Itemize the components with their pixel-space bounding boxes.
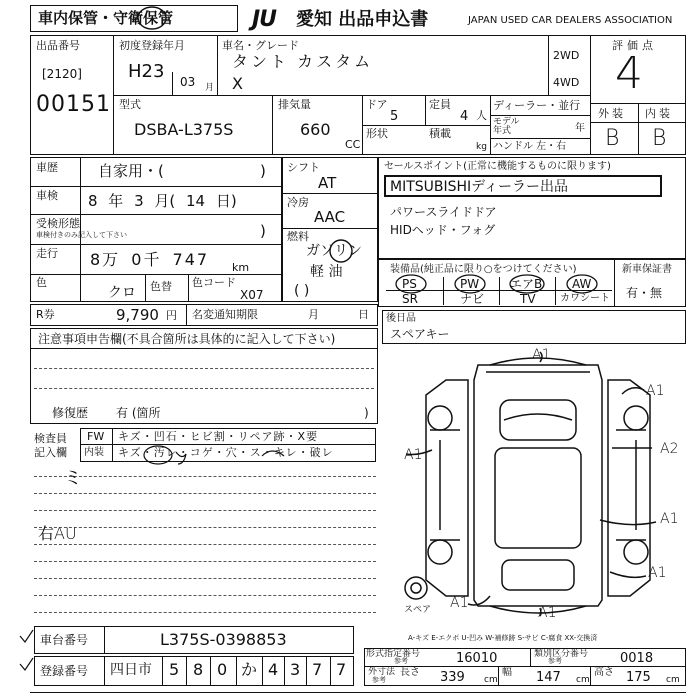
fw-label: FW xyxy=(87,430,105,443)
equip-sr: SR xyxy=(402,292,418,306)
equipment-label: 装備品(純正品に限り○をつけてください) xyxy=(390,264,577,275)
fuel-gasoline: ガソリン xyxy=(306,243,362,259)
type-value: 16010 xyxy=(456,651,498,666)
interior-check-label: 内装 xyxy=(84,447,104,458)
repair-value: 有 (箇所 xyxy=(116,406,161,420)
car-grade: X xyxy=(232,74,243,93)
damage-mark-right-mid: A2 xyxy=(660,441,679,457)
notes-label: 注意事項申告欄(不具合箇所は具体的に記入して下さい) xyxy=(38,332,336,346)
warranty-label: 新車保証書 xyxy=(622,264,672,275)
damage-mark-right-side: A1 xyxy=(660,511,679,527)
interior-items: キズ・汚レ・コゲ・穴・ス・キレ・破レ xyxy=(118,446,334,459)
load-unit: kg xyxy=(476,142,487,152)
cc-label: 排気量 xyxy=(278,98,311,111)
class-label: 類別区分番号 xyxy=(534,649,589,659)
damage-mark-front: A1 xyxy=(532,347,551,363)
height-value: 175 xyxy=(626,670,651,685)
color-code-value: X07 xyxy=(240,288,264,302)
damage-mark-rear: A1 xyxy=(538,605,557,621)
chassis-label: 車台番号 xyxy=(40,633,89,647)
color-label: 色 xyxy=(36,276,47,289)
association-name: JAPAN USED CAR DEALERS ASSOCIATION xyxy=(468,15,673,26)
plate-num-2: 3 xyxy=(290,660,301,679)
recycle-value: 9,790 xyxy=(116,306,159,324)
equip-aw: AW xyxy=(572,277,592,291)
height-unit: cm xyxy=(666,675,680,685)
inspect-label: 車検 xyxy=(36,189,58,202)
score-label: 評価点 xyxy=(612,39,657,52)
storage-tab-label: 車内保管・守衛保管 xyxy=(38,9,174,27)
lot-label: 出品番号 xyxy=(36,39,80,52)
inspector-label-2: 記入欄 xyxy=(34,446,67,459)
damage-legend: A-キズ E-エクボ U-凹み W-補修跡 S-サビ C-腐食 XX-交換済 xyxy=(408,634,598,642)
color-change-label: 色替 xyxy=(150,280,172,293)
cc-value: 660 xyxy=(300,120,331,139)
equip-leather: カワシート xyxy=(560,293,610,304)
repair-close: ) xyxy=(364,406,369,420)
rear-item-value: スペアキー xyxy=(390,327,450,341)
type-label: 形式指定番号 xyxy=(366,649,421,659)
dealer-label: ディーラー・並行 xyxy=(493,99,581,112)
ac-label: 冷房 xyxy=(287,196,309,209)
ac-value: AAC xyxy=(314,208,346,226)
seats-label: 定員 xyxy=(429,98,451,111)
damage-mark-right-front: A1 xyxy=(646,383,665,399)
sales-point-1: MITSUBISHIディーラー出品 xyxy=(390,179,569,195)
color-value: クロ xyxy=(108,285,136,301)
use-value: 自家用・( xyxy=(98,162,164,180)
shift-label: シフト xyxy=(287,161,320,174)
seats-unit: 人 xyxy=(476,109,487,122)
inspector-label-1: 検査員 xyxy=(34,432,67,445)
plate-num-3: 7 xyxy=(312,660,323,679)
load-label: 積載 xyxy=(429,127,451,140)
cc-unit: CC xyxy=(345,138,361,151)
recv-close: ) xyxy=(260,222,266,240)
interior-grade: B xyxy=(652,126,667,151)
exterior-grade: B xyxy=(605,126,620,151)
mileage-label: 走行 xyxy=(36,247,58,260)
shape-label: 形状 xyxy=(366,127,388,140)
size-sub: 参考 xyxy=(372,676,386,684)
recycle-label: R券 xyxy=(36,308,55,321)
mileage-value: 8万 0千 747 xyxy=(90,250,210,269)
inspect-value: 8 年 3 月( 14 日) xyxy=(88,192,237,210)
damage-mark-rear-left: A1 xyxy=(450,595,469,611)
interior-label: 内装 xyxy=(645,107,673,120)
door-value: 5 xyxy=(390,109,399,124)
recycle-unit: 円 xyxy=(166,309,177,322)
recv-note: 車検付きのみ記入して下さい xyxy=(36,231,127,239)
fuel-label: 燃料 xyxy=(287,230,309,243)
length-label: 長さ xyxy=(400,667,420,678)
sales-point-3: HIDヘッド・フォグ xyxy=(390,223,496,237)
carname-label: 車名・グレード xyxy=(222,39,299,52)
damage-mark-right-rear: A1 xyxy=(648,565,667,581)
ju-logo: JU xyxy=(252,7,277,32)
door-label: ドア xyxy=(366,98,388,111)
plate-digit-2: 8 xyxy=(193,660,204,679)
rear-item-label: 後日品 xyxy=(386,313,416,324)
width-unit: cm xyxy=(576,675,590,685)
model-year-label: モデル年式 xyxy=(493,117,520,136)
use-close: ) xyxy=(260,162,266,180)
equip-pw: PW xyxy=(460,277,480,291)
model-year-unit: 年 xyxy=(575,123,585,134)
plate-digit-3: 0 xyxy=(217,660,228,679)
form-title: 愛知 出品申込書 xyxy=(296,9,429,30)
spare-label: スペア xyxy=(404,605,432,615)
type-sub: 参考 xyxy=(394,657,408,665)
repair-label: 修復歴 xyxy=(52,406,89,420)
sales-point-2: パワースライドドア xyxy=(390,205,497,219)
tax-month: 月 xyxy=(308,308,319,321)
drive-4wd: 4WD xyxy=(553,76,580,89)
length-unit: cm xyxy=(484,675,498,685)
equip-tv: TV xyxy=(520,292,536,306)
length-value: 339 xyxy=(440,670,465,685)
sales-label: セールスポイント(正常に機能するものに限ります) xyxy=(384,161,611,172)
reg-month: 03 xyxy=(180,75,196,89)
drive-2wd: 2WD xyxy=(553,49,580,62)
plate-num-4: 7 xyxy=(336,660,347,679)
seats-value: 4 xyxy=(460,109,469,124)
model-label: 型式 xyxy=(119,98,141,111)
warranty-value: 有・無 xyxy=(626,286,663,300)
handwritten-note-1: ミ xyxy=(64,468,82,489)
model-value: DSBA-L375S xyxy=(134,120,234,139)
reg-era: H23 xyxy=(128,61,165,82)
size-label: 外寸法 xyxy=(368,667,396,677)
handwritten-note-2: 右AU xyxy=(38,524,77,543)
use-label: 車歴 xyxy=(36,161,58,174)
class-value: 0018 xyxy=(620,651,654,666)
reg-year-label: 初度登録年月 xyxy=(119,39,185,52)
width-value: 147 xyxy=(536,670,561,685)
plate-kana: か xyxy=(241,660,258,679)
equip-airbag: エアB xyxy=(510,277,543,291)
width-label: 幅 xyxy=(502,667,512,678)
car-name: タント カスタム xyxy=(232,52,374,71)
tax-day: 日 xyxy=(358,308,369,321)
fw-items: キズ・凹石・ヒビ割・リペア跡・X要 xyxy=(118,430,319,443)
plate-label: 登録番号 xyxy=(40,664,89,678)
equip-ps: PS xyxy=(402,277,417,291)
lot-small-number: [2120] xyxy=(42,67,82,81)
exterior-label: 外装 xyxy=(598,107,626,120)
damage-mark-left: A1 xyxy=(404,447,423,463)
tax-label: 名変通知期限 xyxy=(192,308,258,321)
class-sub: 参考 xyxy=(548,657,562,665)
plate-region: 四日市 xyxy=(110,662,152,678)
fuel-diesel: 軽 油 xyxy=(310,264,343,280)
plate-num-1: 4 xyxy=(268,660,279,679)
lot-number: 00151 xyxy=(36,92,111,117)
reg-month-unit: 月 xyxy=(205,83,215,93)
color-code-label: 色コード xyxy=(192,276,236,289)
equip-navi: ナビ xyxy=(460,292,485,306)
shift-value: AT xyxy=(318,174,337,192)
recv-label: 受検形態 xyxy=(36,217,80,230)
fuel-other: ( ) xyxy=(294,283,310,299)
height-label: 高さ xyxy=(594,667,614,678)
handle-label: ハンドル 左・右 xyxy=(493,141,567,152)
score-value: 4 xyxy=(615,48,643,99)
mileage-unit: km xyxy=(232,261,250,274)
chassis-value: L375S-0398853 xyxy=(160,630,287,649)
plate-digit-1: 5 xyxy=(169,660,180,679)
